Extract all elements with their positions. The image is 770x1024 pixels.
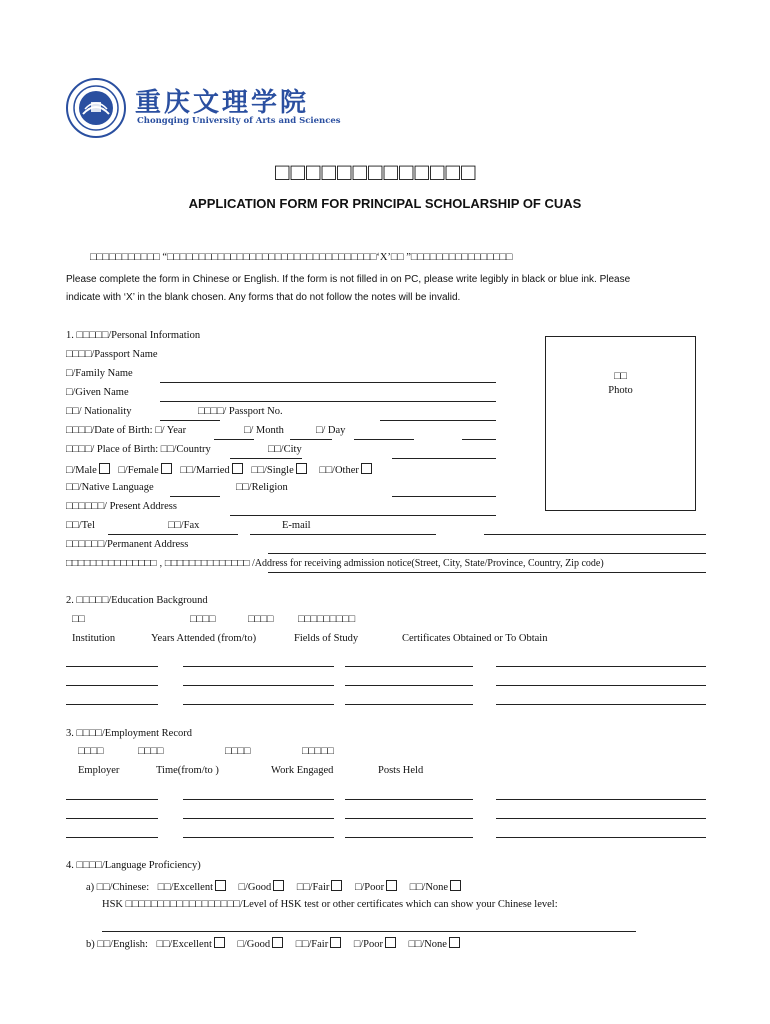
dob-year-field[interactable] xyxy=(214,439,254,440)
edu-field[interactable] xyxy=(183,704,334,705)
fax-field[interactable] xyxy=(250,534,436,535)
edu-field[interactable] xyxy=(345,685,473,686)
dob-label: □□□□/Date of Birth: □/ Year xyxy=(66,425,187,436)
emp-field[interactable] xyxy=(183,799,334,800)
fax-label: □□/Fax xyxy=(168,520,200,531)
pob-label: □□□□/ Place of Birth: □□/Country xyxy=(66,444,211,455)
employment-heading: 3. □□□□/Employment Record xyxy=(66,728,192,739)
passport-no-label: □□□□/ Passport No. xyxy=(198,406,283,417)
other-checkbox[interactable] xyxy=(361,463,372,474)
edu-field[interactable] xyxy=(66,666,158,667)
tel-field[interactable] xyxy=(108,534,238,535)
level-fair-label: □□/Fair xyxy=(296,882,330,893)
emp-col-en-posts: Posts Held xyxy=(378,765,424,776)
dob-month-label: □/ Month xyxy=(244,425,284,436)
emp-field[interactable] xyxy=(183,818,334,819)
dob-extra-field[interactable] xyxy=(462,439,496,440)
edu-col-en-fields: Fields of Study xyxy=(294,633,359,644)
single-label: □□/Single xyxy=(251,465,294,476)
edu-field[interactable] xyxy=(496,685,706,686)
other-label: □□/Other xyxy=(319,465,359,476)
email-field[interactable] xyxy=(484,534,706,535)
email-label: E-mail xyxy=(282,520,311,531)
nationality-label: □□/ Nationality xyxy=(66,406,132,417)
chinese-label: a) □□/Chinese: xyxy=(86,882,150,893)
form-title-cn: □□□□□□□□□□□□□ xyxy=(275,160,477,186)
emp-field[interactable] xyxy=(183,837,334,838)
religion-field[interactable] xyxy=(392,496,496,497)
level-excellent-label: □□/Excellent xyxy=(156,939,212,950)
permanent-address-field[interactable] xyxy=(268,553,706,554)
tel-label: □□/Tel xyxy=(66,520,95,531)
male-label: □/Male xyxy=(66,465,97,476)
emp-field[interactable] xyxy=(345,799,473,800)
dob-month-field[interactable] xyxy=(290,439,332,440)
pob-city-field[interactable] xyxy=(392,458,496,459)
edu-col-cn-years: □□□□ xyxy=(190,614,216,625)
family-name-label: □/Family Name xyxy=(66,368,133,379)
permanent-address-label: □□□□□□/Permanent Address xyxy=(66,539,189,550)
edu-col-en-years: Years Attended (from/to) xyxy=(151,633,257,644)
gender-marital-row xyxy=(66,463,372,476)
emp-field[interactable] xyxy=(66,818,158,819)
passport-name-label: □□□□/Passport Name xyxy=(66,349,158,360)
logo-emblem-icon xyxy=(66,78,126,138)
present-address-label: □□□□□□/ Present Address xyxy=(66,501,177,512)
english-poor-checkbox[interactable] xyxy=(385,937,396,948)
male-checkbox[interactable] xyxy=(99,463,110,474)
emp-col-cn-time: □□□□ xyxy=(138,746,164,757)
hsk-label: HSK □□□□□□□□□□□□□□□□□□/Level of HSK test or other certificates which can show your Chinese level: xyxy=(102,899,558,910)
instructions-cn: □□□□□□□□□□□ “□□□□□□□□□□□□□□□□□□□□□□□□□□□□□□□□□‘X’□□ ”□□□□□□□□□□□□□□□□ xyxy=(90,252,513,263)
edu-col-en-institution: Institution xyxy=(72,633,116,644)
emp-col-en-employer: Employer xyxy=(78,765,120,776)
level-excellent-label: □□/Excellent xyxy=(157,882,214,893)
emp-col-cn-posts: □□□□□ xyxy=(302,746,334,757)
level-fair-label: □□/Fair xyxy=(295,939,329,950)
emp-field[interactable] xyxy=(66,799,158,800)
emp-col-cn-employer: □□□□ xyxy=(78,746,104,757)
chinese-fair-checkbox[interactable] xyxy=(331,880,342,891)
edu-col-cn-fields: □□□□ xyxy=(248,614,274,625)
passport-no-field[interactable] xyxy=(380,420,496,421)
emp-field[interactable] xyxy=(345,818,473,819)
native-language-field[interactable] xyxy=(170,496,220,497)
english-none-checkbox[interactable] xyxy=(449,937,460,948)
emp-field[interactable] xyxy=(496,837,706,838)
edu-field[interactable] xyxy=(345,704,473,705)
notice-address-field[interactable] xyxy=(268,572,706,573)
language-heading: 4. □□□□/Language Proficiency) xyxy=(66,860,201,871)
emp-field[interactable] xyxy=(66,837,158,838)
emp-col-cn-work: □□□□ xyxy=(225,746,251,757)
level-none-label: □□/None xyxy=(408,939,447,950)
university-logo xyxy=(66,78,126,138)
edu-field[interactable] xyxy=(183,666,334,667)
chinese-excellent-checkbox[interactable] xyxy=(215,880,226,891)
edu-field[interactable] xyxy=(496,704,706,705)
instructions-en-line1: Please complete the form in Chinese or English. If the form is not filled in on PC, please write legibly in black or blue ink. Please xyxy=(66,274,631,285)
edu-field[interactable] xyxy=(66,685,158,686)
married-checkbox[interactable] xyxy=(232,463,243,474)
present-address-field[interactable] xyxy=(230,515,496,516)
female-label: □/Female xyxy=(118,465,159,476)
english-label: b) □□/English: xyxy=(86,939,148,950)
chinese-level-row xyxy=(86,880,461,893)
english-level-row xyxy=(86,937,460,950)
family-name-field[interactable] xyxy=(160,382,496,383)
edu-field[interactable] xyxy=(66,704,158,705)
chinese-none-checkbox[interactable] xyxy=(450,880,461,891)
emp-field[interactable] xyxy=(496,818,706,819)
single-checkbox[interactable] xyxy=(296,463,307,474)
emp-field[interactable] xyxy=(345,837,473,838)
pob-country-field[interactable] xyxy=(230,458,302,459)
dob-day-field[interactable] xyxy=(354,439,414,440)
given-name-field[interactable] xyxy=(160,401,496,402)
edu-col-cn-certificates: □□□□□□□□□ xyxy=(298,614,356,625)
photo-box[interactable] xyxy=(545,336,696,511)
instructions-en-line2: indicate with ‘X’ in the blank chosen. Any forms that do not follow the notes will be invalid. xyxy=(66,292,461,303)
edu-field[interactable] xyxy=(183,685,334,686)
logo-english-name: Chongqing University of Arts and Sciences xyxy=(137,116,341,126)
photo-label-cn: □□ xyxy=(614,371,627,382)
emp-col-en-work: Work Engaged xyxy=(271,765,334,776)
chinese-poor-checkbox[interactable] xyxy=(386,880,397,891)
photo-label-en: Photo xyxy=(608,385,633,396)
level-good-label: □/Good xyxy=(238,882,272,893)
english-excellent-checkbox[interactable] xyxy=(214,937,225,948)
given-name-label: □/Given Name xyxy=(66,387,129,398)
english-good-checkbox[interactable] xyxy=(272,937,283,948)
level-none-label: □□/None xyxy=(409,882,449,893)
emp-col-en-time: Time(from/to ) xyxy=(156,765,219,776)
pob-city-label: □□/City xyxy=(268,444,302,455)
native-language-label: □□/Native Language xyxy=(66,482,154,493)
emp-field[interactable] xyxy=(496,799,706,800)
level-poor-label: □/Poor xyxy=(353,939,383,950)
english-fair-checkbox[interactable] xyxy=(330,937,341,948)
level-poor-label: □/Poor xyxy=(355,882,385,893)
education-heading: 2. □□□□□/Education Background xyxy=(66,595,208,606)
religion-label: □□/Religion xyxy=(236,482,288,493)
edu-field[interactable] xyxy=(345,666,473,667)
level-good-label: □/Good xyxy=(237,939,271,950)
personal-heading: 1. □□□□□/Personal Information xyxy=(66,330,201,341)
logo-chinese-name: 重庆文理学院 xyxy=(135,88,310,118)
notice-address-label: □□□□□□□□□□□□□□□ ‚ □□□□□□□□□□□□□□ /Address for receiving admission notice(Street, City, State/Province, Country, Zip code) xyxy=(66,558,604,569)
nationality-field[interactable] xyxy=(160,420,220,421)
chinese-good-checkbox[interactable] xyxy=(273,880,284,891)
hsk-field[interactable] xyxy=(102,931,636,932)
form-title-en: APPLICATION FORM FOR PRINCIPAL SCHOLARSHIP OF CUAS xyxy=(188,196,582,211)
edu-field[interactable] xyxy=(496,666,706,667)
edu-col-cn-institution: □□ xyxy=(72,614,85,625)
edu-col-en-certificates: Certificates Obtained or To Obtain xyxy=(402,633,548,644)
dob-day-label: □/ Day xyxy=(316,425,346,436)
female-checkbox[interactable] xyxy=(161,463,172,474)
married-label: □□/Married xyxy=(180,465,230,476)
